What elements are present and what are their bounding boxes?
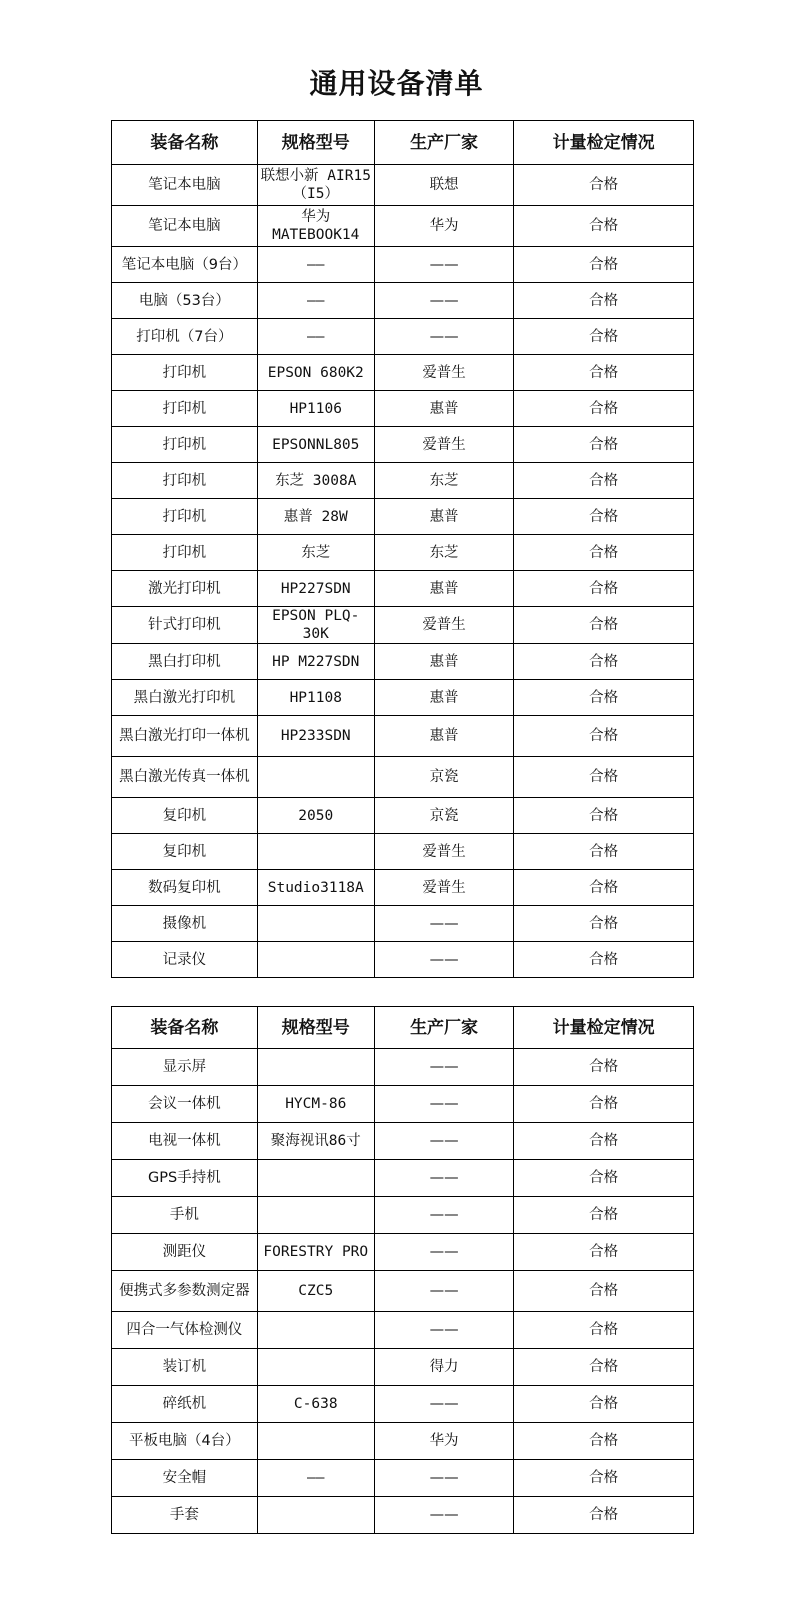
cell-manufacturer: —— [374, 1234, 514, 1271]
cell-manufacturer: —— [374, 906, 514, 942]
cell-manufacturer: 爱普生 [374, 834, 514, 870]
cell-model: Studio3118A [257, 870, 374, 906]
cell-equipment-name: 激光打印机 [112, 571, 258, 607]
table-row [112, 834, 694, 870]
cell-calibration-status: 合格 [514, 247, 694, 283]
header-manufacturer: 生产厂家 [374, 1007, 514, 1049]
cell-calibration-status: 合格 [514, 355, 694, 391]
cell-model [257, 757, 374, 798]
cell-equipment-name: 针式打印机 [112, 607, 258, 644]
header-calibration-status: 计量检定情况 [514, 121, 694, 165]
cell-equipment-name: 打印机 [112, 355, 258, 391]
cell-equipment-name: 测距仪 [112, 1234, 258, 1271]
cell-model: —— [257, 283, 374, 319]
cell-manufacturer: —— [374, 283, 514, 319]
cell-model [257, 1423, 374, 1460]
cell-calibration-status: 合格 [514, 607, 694, 644]
cell-calibration-status: 合格 [514, 535, 694, 571]
cell-equipment-name: 打印机 [112, 535, 258, 571]
cell-calibration-status: 合格 [514, 834, 694, 870]
header-equipment-name: 装备名称 [112, 1007, 258, 1049]
table-row [112, 319, 694, 355]
cell-calibration-status: 合格 [514, 1349, 694, 1386]
table-row [112, 1160, 694, 1197]
table-row [112, 283, 694, 319]
cell-manufacturer: 联想 [374, 165, 514, 206]
table-row [112, 757, 694, 798]
cell-manufacturer: —— [374, 1497, 514, 1534]
cell-calibration-status: 合格 [514, 1160, 694, 1197]
cell-model: HP227SDN [257, 571, 374, 607]
cell-equipment-name: GPS手持机 [112, 1160, 258, 1197]
cell-manufacturer: 惠普 [374, 644, 514, 680]
table-header-row [112, 1007, 694, 1049]
cell-model [257, 906, 374, 942]
header-model: 规格型号 [257, 1007, 374, 1049]
table-row [112, 427, 694, 463]
cell-equipment-name: 黑白激光打印机 [112, 680, 258, 716]
cell-model: 东芝 [257, 535, 374, 571]
table-row [112, 1312, 694, 1349]
cell-model [257, 1349, 374, 1386]
cell-calibration-status: 合格 [514, 798, 694, 834]
cell-calibration-status: 合格 [514, 283, 694, 319]
cell-manufacturer: —— [374, 1049, 514, 1086]
cell-manufacturer: 爱普生 [374, 607, 514, 644]
cell-model: 惠普 28W [257, 499, 374, 535]
cell-manufacturer: 爱普生 [374, 870, 514, 906]
cell-model: HYCM-86 [257, 1086, 374, 1123]
cell-manufacturer: —— [374, 247, 514, 283]
cell-equipment-name: 打印机（7台） [112, 319, 258, 355]
cell-calibration-status: 合格 [514, 942, 694, 978]
cell-calibration-status: 合格 [514, 870, 694, 906]
cell-manufacturer: 东芝 [374, 463, 514, 499]
cell-calibration-status: 合格 [514, 427, 694, 463]
cell-manufacturer: —— [374, 1086, 514, 1123]
cell-model: 联想小新 AIR15（I5） [257, 165, 374, 206]
cell-calibration-status: 合格 [514, 757, 694, 798]
table-row [112, 680, 694, 716]
cell-model: 聚海视讯86寸 [257, 1123, 374, 1160]
cell-calibration-status: 合格 [514, 1312, 694, 1349]
table-row [112, 1386, 694, 1423]
cell-equipment-name: 记录仪 [112, 942, 258, 978]
table-row [112, 535, 694, 571]
cell-model: 东芝 3008A [257, 463, 374, 499]
cell-manufacturer: —— [374, 1312, 514, 1349]
cell-equipment-name: 摄像机 [112, 906, 258, 942]
table-row [112, 391, 694, 427]
cell-equipment-name: 打印机 [112, 463, 258, 499]
cell-equipment-name: 打印机 [112, 391, 258, 427]
cell-model: —— [257, 319, 374, 355]
cell-calibration-status: 合格 [514, 206, 694, 247]
cell-model: 华为 MATEBOOK14 [257, 206, 374, 247]
table-row [112, 942, 694, 978]
table-header-row [112, 121, 694, 165]
table-row [112, 1271, 694, 1312]
cell-equipment-name: 打印机 [112, 427, 258, 463]
cell-manufacturer: —— [374, 1197, 514, 1234]
cell-model: 2050 [257, 798, 374, 834]
cell-model [257, 1197, 374, 1234]
cell-equipment-name: 数码复印机 [112, 870, 258, 906]
cell-calibration-status: 合格 [514, 319, 694, 355]
cell-calibration-status: 合格 [514, 1460, 694, 1497]
cell-model [257, 1497, 374, 1534]
cell-equipment-name: 打印机 [112, 499, 258, 535]
cell-calibration-status: 合格 [514, 1423, 694, 1460]
cell-calibration-status: 合格 [514, 165, 694, 206]
cell-model: EPSONNL805 [257, 427, 374, 463]
cell-model: HP233SDN [257, 716, 374, 757]
cell-equipment-name: 黑白激光打印一体机 [112, 716, 258, 757]
header-manufacturer: 生产厂家 [374, 121, 514, 165]
header-calibration-status: 计量检定情况 [514, 1007, 694, 1049]
cell-calibration-status: 合格 [514, 1086, 694, 1123]
cell-manufacturer: 京瓷 [374, 798, 514, 834]
table-row [112, 206, 694, 247]
table-row [112, 355, 694, 391]
cell-calibration-status: 合格 [514, 391, 694, 427]
cell-manufacturer: 爱普生 [374, 427, 514, 463]
cell-calibration-status: 合格 [514, 1271, 694, 1312]
table-row [112, 1423, 694, 1460]
cell-model: HP M227SDN [257, 644, 374, 680]
cell-model [257, 1160, 374, 1197]
cell-manufacturer: 华为 [374, 1423, 514, 1460]
table-row [112, 1086, 694, 1123]
cell-calibration-status: 合格 [514, 1497, 694, 1534]
table-row [112, 571, 694, 607]
cell-model: HP1108 [257, 680, 374, 716]
table-row [112, 499, 694, 535]
cell-manufacturer: 惠普 [374, 571, 514, 607]
cell-equipment-name: 手机 [112, 1197, 258, 1234]
table-row [112, 607, 694, 644]
cell-calibration-status: 合格 [514, 1386, 694, 1423]
page-title: 通用设备清单 [309, 67, 484, 100]
table-row [112, 870, 694, 906]
cell-model: EPSON 680K2 [257, 355, 374, 391]
cell-calibration-status: 合格 [514, 644, 694, 680]
cell-calibration-status: 合格 [514, 499, 694, 535]
cell-model [257, 1312, 374, 1349]
table-row [112, 906, 694, 942]
cell-manufacturer: —— [374, 319, 514, 355]
cell-model [257, 942, 374, 978]
table-row [112, 1349, 694, 1386]
cell-manufacturer: —— [374, 1460, 514, 1497]
cell-model: C-638 [257, 1386, 374, 1423]
cell-equipment-name: 黑白打印机 [112, 644, 258, 680]
table-row [112, 1234, 694, 1271]
table-row [112, 798, 694, 834]
cell-model [257, 834, 374, 870]
cell-equipment-name: 笔记本电脑 [112, 206, 258, 247]
cell-calibration-status: 合格 [514, 1197, 694, 1234]
cell-manufacturer: 得力 [374, 1349, 514, 1386]
table-row [112, 463, 694, 499]
table-row [112, 1497, 694, 1534]
table-row [112, 644, 694, 680]
table-row [112, 1123, 694, 1160]
cell-manufacturer: —— [374, 1386, 514, 1423]
cell-equipment-name: 碎纸机 [112, 1386, 258, 1423]
table-row [112, 1197, 694, 1234]
equipment-table-1 [111, 120, 694, 978]
cell-manufacturer: 惠普 [374, 499, 514, 535]
cell-manufacturer: —— [374, 1271, 514, 1312]
cell-equipment-name: 四合一气体检测仪 [112, 1312, 258, 1349]
cell-equipment-name: 会议一体机 [112, 1086, 258, 1123]
cell-manufacturer: 东芝 [374, 535, 514, 571]
cell-model: —— [257, 1460, 374, 1497]
cell-model: FORESTRY PRO [257, 1234, 374, 1271]
cell-calibration-status: 合格 [514, 1234, 694, 1271]
cell-calibration-status: 合格 [514, 463, 694, 499]
cell-manufacturer: 爱普生 [374, 355, 514, 391]
cell-manufacturer: 惠普 [374, 391, 514, 427]
cell-model: HP1106 [257, 391, 374, 427]
cell-equipment-name: 平板电脑（4台） [112, 1423, 258, 1460]
table-row [112, 165, 694, 206]
cell-calibration-status: 合格 [514, 906, 694, 942]
cell-model [257, 1049, 374, 1086]
cell-manufacturer: 华为 [374, 206, 514, 247]
cell-manufacturer: —— [374, 1123, 514, 1160]
cell-calibration-status: 合格 [514, 1123, 694, 1160]
cell-equipment-name: 手套 [112, 1497, 258, 1534]
cell-equipment-name: 装订机 [112, 1349, 258, 1386]
cell-model: CZC5 [257, 1271, 374, 1312]
cell-equipment-name: 便携式多参数测定器 [112, 1271, 258, 1312]
cell-manufacturer: 京瓷 [374, 757, 514, 798]
cell-manufacturer: 惠普 [374, 680, 514, 716]
cell-calibration-status: 合格 [514, 680, 694, 716]
cell-equipment-name: 电视一体机 [112, 1123, 258, 1160]
cell-equipment-name: 黑白激光传真一体机 [112, 757, 258, 798]
header-model: 规格型号 [257, 121, 374, 165]
cell-equipment-name: 复印机 [112, 798, 258, 834]
cell-manufacturer: 惠普 [374, 716, 514, 757]
cell-equipment-name: 电脑（53台） [112, 283, 258, 319]
table-row [112, 1460, 694, 1497]
cell-calibration-status: 合格 [514, 571, 694, 607]
cell-manufacturer: —— [374, 1160, 514, 1197]
table-row [112, 716, 694, 757]
equipment-table-2 [111, 1006, 694, 1534]
table-row [112, 247, 694, 283]
cell-model: —— [257, 247, 374, 283]
header-equipment-name: 装备名称 [112, 121, 258, 165]
cell-equipment-name: 笔记本电脑（9台） [112, 247, 258, 283]
cell-equipment-name: 安全帽 [112, 1460, 258, 1497]
cell-model: EPSON PLQ-30K [257, 607, 374, 644]
cell-equipment-name: 复印机 [112, 834, 258, 870]
cell-manufacturer: —— [374, 942, 514, 978]
cell-calibration-status: 合格 [514, 1049, 694, 1086]
cell-calibration-status: 合格 [514, 716, 694, 757]
cell-equipment-name: 笔记本电脑 [112, 165, 258, 206]
table-row [112, 1049, 694, 1086]
cell-equipment-name: 显示屏 [112, 1049, 258, 1086]
